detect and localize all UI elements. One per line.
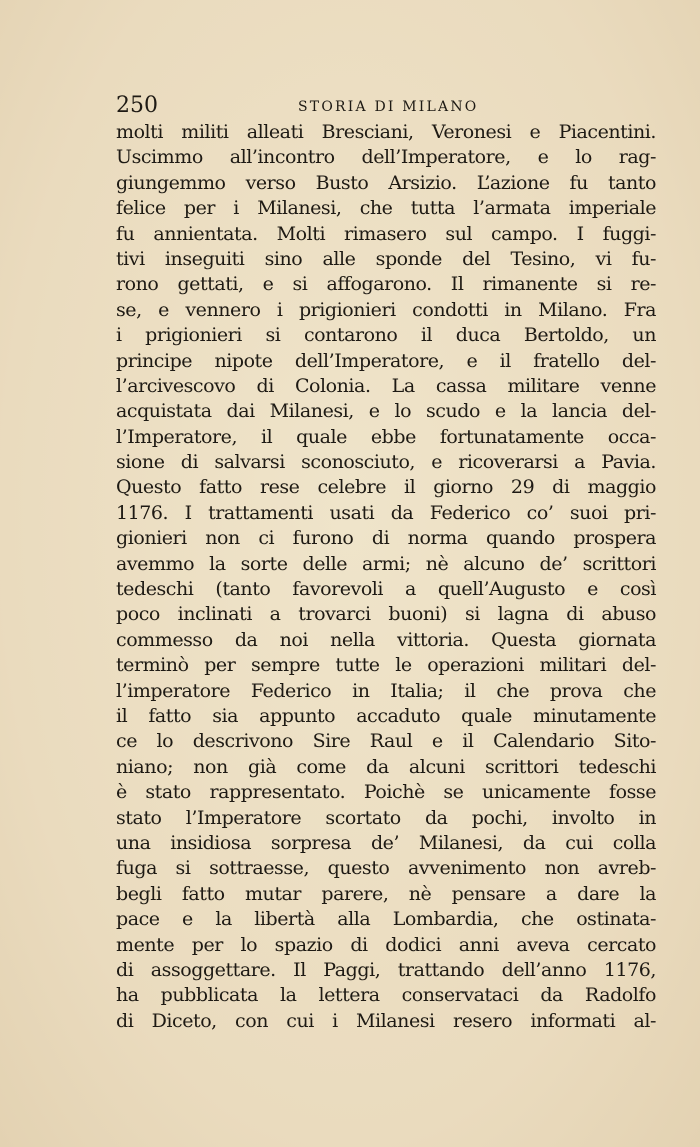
- text-line: rono gettati, e si affogarono. Il rimanente si re-: [116, 273, 656, 296]
- text-line: principe nipote dell’Imperatore, e il fratello del-: [116, 349, 656, 372]
- text-line: i prigionieri si contarono il duca Bertoldo, un: [116, 324, 656, 347]
- text-line: una insidiosa sorpresa de’ Milanesi, da cui colla: [116, 831, 656, 854]
- text-line: begli fatto mutar parere, nè pensare a dare la: [116, 882, 656, 905]
- text-line: Uscimmo all’incontro dell’Imperatore, e lo rag-: [116, 146, 656, 169]
- text-line: 1176. I trattamenti usati da Federico co’ suoi pri-: [116, 501, 656, 524]
- text-line: molti militi alleati Bresciani, Veronesi e Piacentini.: [116, 121, 656, 143]
- text-line: commesso da noi nella vittoria. Questa giornata: [116, 628, 656, 651]
- text-line: poco inclinati a trovarci buoni) si lagna di abuso: [116, 603, 656, 626]
- text-line: pace e la libertà alla Lombardia, che ostinata-: [116, 908, 656, 931]
- text-line: mente per lo spazio di dodici anni aveva cercato: [116, 933, 656, 956]
- text-line: avemmo la sorte delle armi; nè alcuno de’ scrittori: [116, 552, 656, 575]
- text-line: sione di salvarsi sconosciuto, e ricoverarsi a Pavia.: [116, 451, 656, 474]
- text-line: giungemmo verso Busto Arsizio. L’azione fu tanto: [116, 171, 656, 194]
- running-title: STORIA DI MILANO: [298, 99, 479, 115]
- text-line: fuga si sottraesse, questo avvenimento non avreb-: [116, 857, 656, 880]
- text-line: niano; non già come da alcuni scrittori tedeschi: [116, 755, 656, 778]
- body-text: [116, 120, 656, 1034]
- text-line: l’imperatore Federico in Italia; il che prova che: [116, 679, 656, 702]
- page-number: 250: [116, 93, 158, 118]
- text-line: il fatto sia appunto accaduto quale minutamente: [116, 704, 656, 727]
- text-line: se, e vennero i prigionieri condotti in Milano. Fra: [116, 298, 656, 321]
- text-line: fu annientata. Molti rimasero sul campo. I fuggi-: [116, 222, 656, 245]
- text-line: gionieri non ci furono di norma quando prospera: [116, 527, 656, 550]
- text-line: terminò per sempre tutte le operazioni militari del-: [116, 654, 656, 677]
- text-line: acquistata dai Milanesi, e lo scudo e la lancia del-: [116, 400, 656, 423]
- text-line: l’Imperatore, il quale ebbe fortunatamente occa-: [116, 425, 656, 448]
- text-line: l’arcivescovo di Colonia. La cassa militare venne: [116, 374, 656, 397]
- text-line: ce lo descrivono Sire Raul e il Calendario Sito-: [116, 730, 656, 753]
- text-line: Questo fatto rese celebre il giorno 29 di maggio: [116, 476, 656, 499]
- text-line: di Diceto, con cui i Milanesi resero informati al-: [116, 1009, 656, 1032]
- text-line: tedeschi (tanto favorevoli a quell’Augusto e così: [116, 578, 656, 601]
- text-line: ha pubblicata la lettera conservataci da Radolfo: [116, 984, 656, 1007]
- text-line: è stato rappresentato. Poichè se unicamente fosse: [116, 781, 656, 804]
- text-line: tivi inseguiti sino alle sponde del Tesino, vi fu-: [116, 247, 656, 270]
- text-line: felice per i Milanesi, che tutta l’armata imperiale: [116, 197, 656, 220]
- page-header: [116, 94, 656, 118]
- text-line: di assoggettare. Il Paggi, trattando dell’anno 1176,: [116, 958, 656, 981]
- text-line: stato l’Imperatore scortato da pochi, involto in: [116, 806, 656, 829]
